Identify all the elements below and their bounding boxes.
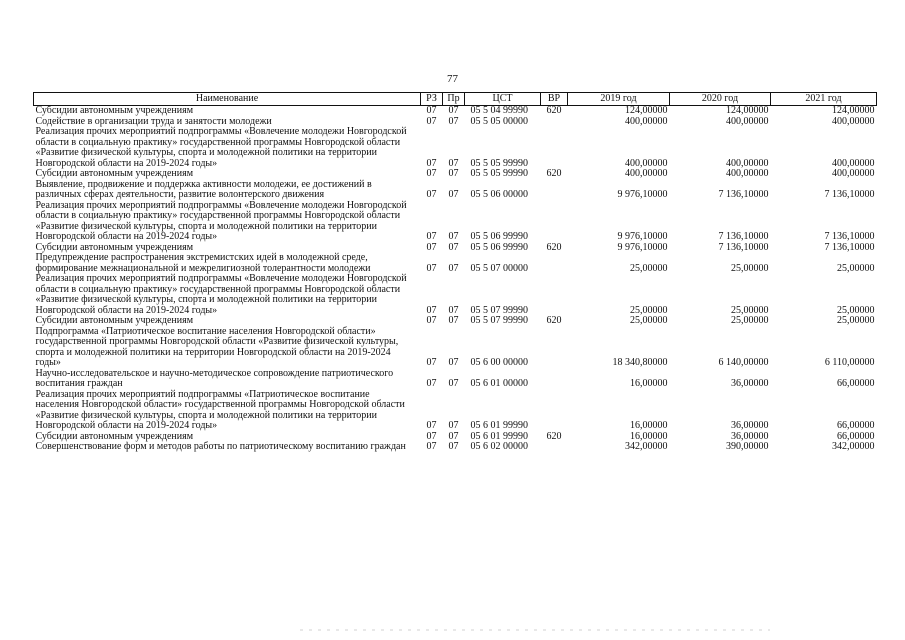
table-row [34, 180, 877, 201]
row-2021: 25,00000 [837, 262, 875, 274]
row-2019: 16,00000 [630, 430, 668, 442]
row-2019: 400,00000 [625, 168, 668, 179]
row-pr: 07 [448, 378, 459, 389]
row-name: Субсидии автономным учреждениям [35, 241, 194, 253]
row-name: Субсидии автономным учреждениям [35, 105, 194, 116]
row-pr: 07 [448, 357, 459, 368]
row-vr: 620 [546, 105, 562, 116]
row-rz: 07 [426, 189, 437, 200]
row-cst: 05 6 01 99990 [470, 430, 528, 442]
row-2019: 124,00000 [625, 105, 668, 116]
row-vr: 620 [546, 315, 562, 326]
row-rz: 07 [426, 168, 437, 179]
row-cst: 05 5 06 99990 [470, 241, 528, 253]
header-pr: Пр [443, 93, 465, 106]
row-2019: 9 976,10000 [617, 231, 668, 242]
row-2019: 16,00000 [630, 378, 668, 389]
row-vr [541, 442, 568, 453]
row-cst: 05 5 06 00000 [470, 189, 528, 200]
table-row [34, 201, 877, 243]
row-2021: 7 136,10000 [824, 241, 875, 253]
row-2020: 25,00000 [731, 262, 769, 274]
row-pr: 07 [448, 105, 459, 116]
row-cst: 05 6 02 00000 [470, 441, 528, 452]
row-rz: 07 [426, 241, 437, 253]
header-name: Наименование [34, 93, 421, 106]
row-2020: 7 136,10000 [718, 241, 769, 253]
header-vr: ВР [541, 93, 568, 106]
row-rz: 07 [426, 420, 437, 431]
row-2019: 9 976,10000 [617, 189, 668, 200]
row-cst: 05 5 06 99990 [470, 231, 528, 242]
row-2020: 25,00000 [731, 304, 769, 316]
row-pr: 07 [448, 115, 459, 127]
table-row [34, 316, 877, 327]
row-pr: 07 [448, 168, 459, 179]
scan-noise-line [300, 629, 770, 631]
row-2019: 400,00000 [625, 115, 668, 127]
row-rz: 07 [426, 441, 437, 452]
row-cst: 05 6 01 99990 [470, 420, 528, 431]
row-vr [541, 201, 568, 243]
row-2021: 400,00000 [832, 157, 875, 169]
row-vr [541, 369, 568, 390]
row-2020: 400,00000 [726, 115, 769, 127]
row-rz: 07 [426, 231, 437, 242]
row-2020: 7 136,10000 [718, 231, 769, 242]
row-cst: 05 5 07 99990 [470, 304, 528, 316]
row-2021: 400,00000 [832, 168, 875, 179]
row-rz: 07 [426, 315, 437, 326]
row-rz: 07 [426, 262, 437, 274]
row-2021: 66,00000 [837, 420, 875, 431]
row-2021: 342,00000 [832, 441, 875, 452]
row-cst: 05 5 05 99990 [470, 157, 528, 169]
row-2020: 25,00000 [731, 315, 769, 326]
table-row [34, 442, 877, 453]
table-row [34, 274, 877, 316]
row-name: Научно-исследовательское и научно-методическое сопровождение патриотического воспитания граждан [35, 367, 394, 389]
row-cst: 05 5 07 99990 [470, 315, 528, 326]
row-vr [541, 127, 568, 169]
row-cst: 05 6 01 00000 [470, 378, 528, 389]
row-vr [541, 274, 568, 316]
row-name: Выявление, продвижение и поддержка активности молодежи, ее достижений в различных сферах деятельности, развитие волонтерского движения [35, 178, 372, 200]
row-2021: 7 136,10000 [824, 231, 875, 242]
header-rz: РЗ [421, 93, 443, 106]
table-row [34, 253, 877, 274]
row-2021: 6 110,00000 [824, 357, 875, 368]
row-2021: 124,00000 [832, 105, 875, 116]
row-2019: 25,00000 [630, 304, 668, 316]
table-header-row [34, 93, 877, 106]
row-name: Совершенствование форм и методов работы по патриотическому воспитанию граждан [35, 441, 406, 452]
row-vr: 620 [546, 168, 562, 179]
row-2019: 16,00000 [630, 420, 668, 431]
table-row [34, 169, 877, 180]
row-2020: 124,00000 [726, 105, 769, 116]
row-pr: 07 [448, 231, 459, 242]
row-vr [541, 390, 568, 432]
row-2020: 400,00000 [726, 168, 769, 179]
row-name: Реализация прочих мероприятий подпрограммы «Патриотическое воспитание населения Новгородской области» государственной программы Новгородской области «Развитие физической культуры, спорта и молодежной политики на территории Новгородской области на 2019-2024 годы» [35, 388, 405, 431]
row-rz: 07 [426, 430, 437, 442]
row-pr: 07 [448, 315, 459, 326]
row-name: Субсидии автономным учреждениям [35, 168, 194, 179]
row-2019: 9 976,10000 [617, 241, 668, 253]
row-name: Подпрограмма «Патриотическое воспитание населения Новгородской области» государственной программы Новгородской области «Развитие физической культуры, спорта и молодежной политики на территории Новгородской области на 2019-2024 годы» [35, 325, 399, 368]
row-name: Предупреждение распространения экстремистских идей в молодежной среде, формирование межнациональной и межрелигиозной толерантности молодежи [35, 252, 371, 274]
row-pr: 07 [448, 241, 459, 253]
budget-table [33, 92, 877, 453]
row-pr: 07 [448, 157, 459, 169]
row-2021: 66,00000 [837, 378, 875, 389]
table-row [34, 369, 877, 390]
row-vr: 620 [546, 430, 562, 442]
row-cst: 05 5 04 99990 [470, 105, 528, 116]
header-2020: 2020 год [670, 93, 771, 106]
row-2021: 7 136,10000 [824, 189, 875, 200]
row-pr: 07 [448, 262, 459, 274]
row-vr [541, 253, 568, 274]
row-2021: 66,00000 [837, 430, 875, 442]
row-2020: 400,00000 [726, 157, 769, 169]
row-2019: 25,00000 [630, 262, 668, 274]
row-2020: 36,00000 [731, 430, 769, 442]
row-name: Субсидии автономным учреждениям [35, 430, 194, 442]
row-cst: 05 5 05 99990 [470, 168, 528, 179]
row-rz: 07 [426, 115, 437, 127]
header-cst: ЦСТ [465, 93, 541, 106]
row-rz: 07 [426, 157, 437, 169]
row-2020: 36,00000 [731, 420, 769, 431]
row-name: Реализация прочих мероприятий подпрограммы «Вовлечение молодежи Новгородской области в социальную практику» государственной программы Новгородской области «Развитие физической культуры, спорта и молодежной политики на территории Новгородской области на 2019-2024 годы» [35, 199, 407, 242]
row-pr: 07 [448, 304, 459, 316]
row-2020: 7 136,10000 [718, 189, 769, 200]
row-2019: 25,00000 [630, 315, 668, 326]
row-rz: 07 [426, 304, 437, 316]
row-2020: 36,00000 [731, 378, 769, 389]
row-name: Субсидии автономным учреждениям [35, 315, 194, 326]
table-row [34, 127, 877, 169]
row-2021: 25,00000 [837, 315, 875, 326]
row-pr: 07 [448, 441, 459, 452]
header-2021: 2021 год [771, 93, 877, 106]
table-row [34, 106, 877, 117]
row-rz: 07 [426, 357, 437, 368]
row-pr: 07 [448, 189, 459, 200]
row-name: Реализация прочих мероприятий подпрограммы «Вовлечение молодежи Новгородской области в социальную практику» государственной программы Новгородской области «Развитие физической культуры, спорта и молодежной политики на территории Новгородской области на 2019-2024 годы» [35, 273, 407, 316]
row-vr [541, 180, 568, 201]
header-2019: 2019 год [568, 93, 670, 106]
row-vr [541, 117, 568, 128]
row-2019: 18 340,80000 [612, 357, 668, 368]
table-row [34, 390, 877, 432]
row-cst: 05 6 00 00000 [470, 357, 528, 368]
row-2020: 390,00000 [726, 441, 769, 452]
row-cst: 05 5 05 00000 [470, 115, 528, 127]
row-2019: 342,00000 [625, 441, 668, 452]
row-2020: 6 140,00000 [718, 357, 769, 368]
row-pr: 07 [448, 430, 459, 442]
page-number: 77 [447, 73, 458, 85]
row-2019: 400,00000 [625, 157, 668, 169]
row-pr: 07 [448, 420, 459, 431]
row-rz: 07 [426, 105, 437, 116]
row-cst: 05 5 07 00000 [470, 262, 528, 274]
row-vr: 620 [546, 241, 562, 253]
row-vr [541, 327, 568, 369]
row-name: Содействие в организации труда и занятости молодежи [35, 115, 272, 127]
row-name: Реализация прочих мероприятий подпрограммы «Вовлечение молодежи Новгородской области в социальную практику» государственной программы Новгородской области «Развитие физической культуры, спорта и молодежной политики на территории Новгородской области на 2019-2024 годы» [35, 126, 407, 169]
row-2021: 400,00000 [832, 115, 875, 127]
row-rz: 07 [426, 378, 437, 389]
table-row [34, 327, 877, 369]
row-2021: 25,00000 [837, 304, 875, 316]
